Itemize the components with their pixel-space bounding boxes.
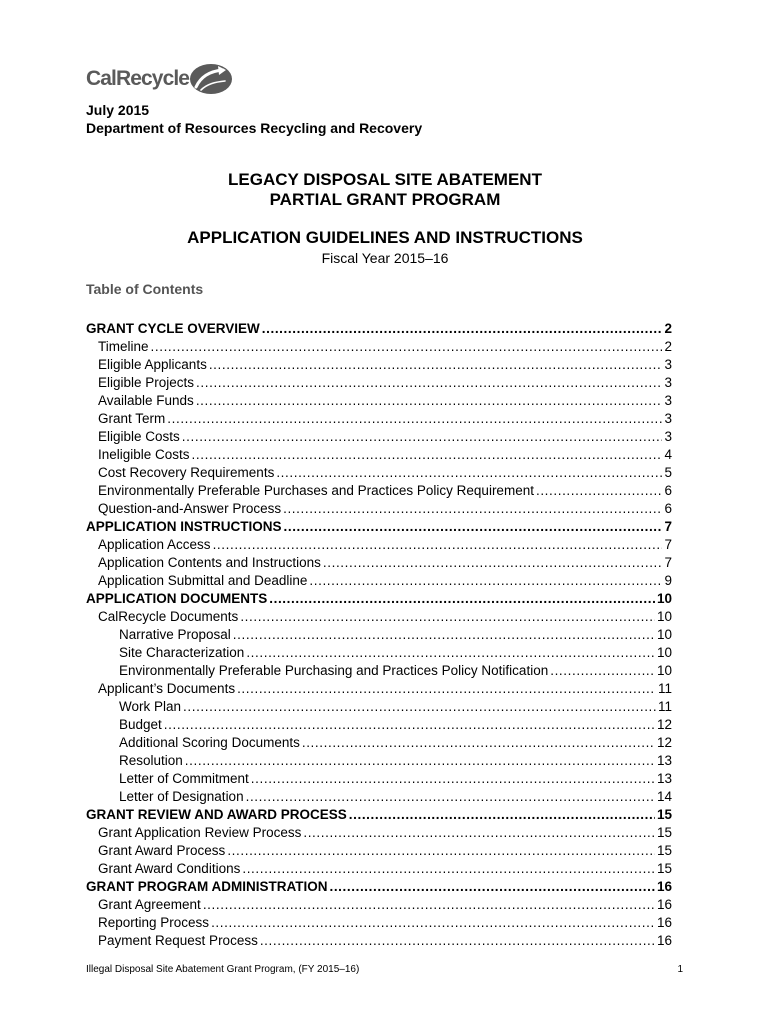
toc-dot-leader xyxy=(260,932,655,950)
toc-entry-title: Payment Request Process xyxy=(98,933,258,948)
program-title-line-1: LEGACY DISPOSAL SITE ABATEMENT xyxy=(228,170,542,189)
toc-dot-leader xyxy=(227,842,655,860)
toc-entry[interactable] xyxy=(86,896,672,914)
toc-entry-page: 15 xyxy=(656,825,672,840)
toc-dot-leader xyxy=(251,770,655,788)
toc-dot-leader xyxy=(309,572,662,590)
toc-dot-leader xyxy=(242,860,655,878)
toc-entry-title: Eligible Applicants xyxy=(98,357,207,372)
toc-entry-page: 13 xyxy=(656,771,672,786)
toc-entry-page: 7 xyxy=(664,555,672,570)
toc-dot-leader xyxy=(233,626,655,644)
toc-entry-title: Application Contents and Instructions xyxy=(98,555,321,570)
toc-entry-page: 15 xyxy=(656,861,672,876)
toc-entry-page: 2 xyxy=(664,339,672,354)
toc-entry[interactable] xyxy=(86,698,672,716)
toc-entry-title: Environmentally Preferable Purchases and Practices Policy Requirement xyxy=(98,483,534,498)
toc-heading: Table of Contents xyxy=(86,281,204,297)
toc-entry-page: 7 xyxy=(664,537,672,552)
toc-entry-title: GRANT PROGRAM ADMINISTRATION xyxy=(86,879,328,894)
toc-dot-leader xyxy=(246,788,655,806)
toc-entry-page: 3 xyxy=(664,375,672,390)
toc-section-entry[interactable] xyxy=(86,590,672,608)
toc-entry-title: Letter of Designation xyxy=(119,789,244,804)
toc-entry[interactable] xyxy=(86,932,672,950)
toc-entry[interactable] xyxy=(86,734,672,752)
toc-entry-page: 10 xyxy=(656,609,672,624)
footer-text: Illegal Disposal Site Abatement Grant Program, (FY 2015–16) xyxy=(86,964,360,975)
toc-entry-title: Site Characterization xyxy=(119,645,245,660)
toc-entry[interactable] xyxy=(86,662,672,680)
recycle-leaf-arrow-icon xyxy=(187,62,233,96)
logo-text: CalRecycle xyxy=(86,67,190,90)
toc-entry-page: 6 xyxy=(664,483,672,498)
toc-entry-title: Environmentally Preferable Purchasing and Practices Policy Notification xyxy=(119,663,549,678)
toc-entry-page: 13 xyxy=(656,753,672,768)
toc-dot-leader xyxy=(167,410,662,428)
toc-section-entry[interactable] xyxy=(86,806,672,824)
toc-entry[interactable] xyxy=(86,788,672,806)
toc-dot-leader xyxy=(237,680,656,698)
toc-entry[interactable] xyxy=(86,572,672,590)
toc-entry-page: 3 xyxy=(664,411,672,426)
toc-entry-title: Narrative Proposal xyxy=(119,627,231,642)
toc-dot-leader xyxy=(269,590,655,608)
toc-entry-page: 11 xyxy=(657,681,672,696)
toc-entry-page: 10 xyxy=(656,591,672,606)
toc-entry-page: 16 xyxy=(656,897,672,912)
toc-entry[interactable] xyxy=(86,410,672,428)
toc-dot-leader xyxy=(209,356,662,374)
toc-dot-leader xyxy=(211,914,655,932)
table-of-contents xyxy=(86,320,672,950)
toc-dot-leader xyxy=(185,752,655,770)
toc-entry-page: 2 xyxy=(664,321,672,336)
toc-entry-title: Reporting Process xyxy=(98,915,210,930)
toc-entry[interactable] xyxy=(86,500,672,518)
toc-dot-leader xyxy=(213,536,662,554)
toc-entry-title: Grant Application Review Process xyxy=(98,825,302,840)
toc-entry[interactable] xyxy=(86,752,672,770)
toc-entry-title: GRANT CYCLE OVERVIEW xyxy=(86,321,260,336)
toc-entry-page: 5 xyxy=(664,465,672,480)
toc-dot-leader xyxy=(203,896,655,914)
toc-entry-title: Cost Recovery Requirements xyxy=(98,465,275,480)
toc-entry[interactable] xyxy=(86,428,672,446)
page-number: 1 xyxy=(677,964,683,975)
toc-dot-leader xyxy=(536,482,662,500)
toc-entry-page: 10 xyxy=(656,645,672,660)
toc-entry-title: CalRecycle Documents xyxy=(98,609,239,624)
toc-entry-title: Letter of Commitment xyxy=(119,771,249,786)
toc-entry-title: Eligible Costs xyxy=(98,429,180,444)
toc-entry-page: 3 xyxy=(664,429,672,444)
toc-entry-page: 16 xyxy=(656,879,672,894)
toc-dot-leader xyxy=(192,446,662,464)
toc-entry[interactable] xyxy=(86,446,672,464)
toc-entry-page: 3 xyxy=(664,357,672,372)
toc-dot-leader xyxy=(550,662,655,680)
toc-entry-title: Question-and-Answer Process xyxy=(98,501,282,516)
toc-dot-leader xyxy=(240,608,655,626)
guidelines-title: APPLICATION GUIDELINES AND INSTRUCTIONS xyxy=(187,228,583,247)
toc-entry-page: 10 xyxy=(656,663,672,678)
toc-entry[interactable] xyxy=(86,626,672,644)
toc-dot-leader xyxy=(196,374,662,392)
toc-dot-leader xyxy=(196,392,662,410)
toc-entry-title: Eligible Projects xyxy=(98,375,195,390)
department-name: Department of Resources Recycling and Recovery xyxy=(86,120,423,136)
toc-entry-page: 9 xyxy=(664,573,672,588)
fiscal-year: Fiscal Year 2015–16 xyxy=(321,250,449,266)
toc-dot-leader xyxy=(323,554,662,572)
toc-dot-leader xyxy=(164,716,655,734)
toc-entry-title: Grant Award Process xyxy=(98,843,226,858)
toc-dot-leader xyxy=(283,500,662,518)
toc-entry[interactable] xyxy=(86,770,672,788)
toc-entry-title: Application Submittal and Deadline xyxy=(98,573,308,588)
calrecycle-logo xyxy=(86,62,236,98)
toc-entry-title: Grant Award Conditions xyxy=(98,861,241,876)
toc-entry-title: Additional Scoring Documents xyxy=(119,735,300,750)
toc-entry-page: 16 xyxy=(656,915,672,930)
toc-entry-title: Ineligible Costs xyxy=(98,447,190,462)
toc-entry-title: Resolution xyxy=(119,753,183,768)
toc-dot-leader xyxy=(349,806,655,824)
toc-entry-page: 6 xyxy=(664,501,672,516)
toc-entry-title: Budget xyxy=(119,717,162,732)
toc-entry-page: 16 xyxy=(656,933,672,948)
toc-entry-title: Available Funds xyxy=(98,393,194,408)
toc-dot-leader xyxy=(262,320,662,338)
toc-dot-leader xyxy=(302,734,655,752)
toc-dot-leader xyxy=(303,824,655,842)
toc-entry-page: 14 xyxy=(656,789,672,804)
publication-date: July 2015 xyxy=(86,102,150,118)
program-title-line-2: PARTIAL GRANT PROGRAM xyxy=(269,190,501,209)
toc-section-entry[interactable] xyxy=(86,320,672,338)
toc-entry[interactable] xyxy=(86,680,672,698)
toc-entry-page: 10 xyxy=(656,627,672,642)
toc-entry-page: 11 xyxy=(657,699,672,714)
toc-entry[interactable] xyxy=(86,716,672,734)
toc-entry-page: 3 xyxy=(664,393,672,408)
toc-entry-title: Work Plan xyxy=(119,699,182,714)
toc-entry[interactable] xyxy=(86,554,672,572)
toc-entry[interactable] xyxy=(86,356,672,374)
toc-entry[interactable] xyxy=(86,914,672,932)
toc-dot-leader xyxy=(183,698,656,716)
document-header xyxy=(86,101,422,137)
toc-entry[interactable] xyxy=(86,482,672,500)
toc-section-entry[interactable] xyxy=(86,878,672,896)
toc-entry[interactable] xyxy=(86,392,672,410)
toc-entry-title: APPLICATION INSTRUCTIONS xyxy=(86,519,282,534)
toc-dot-leader xyxy=(182,428,662,446)
toc-dot-leader xyxy=(276,464,662,482)
toc-entry-title: Applicant’s Documents xyxy=(98,681,236,696)
program-title xyxy=(0,170,770,210)
toc-entry[interactable] xyxy=(86,464,672,482)
toc-entry-page: 12 xyxy=(656,735,672,750)
toc-entry-title: Grant Agreement xyxy=(98,897,201,912)
toc-entry-page: 15 xyxy=(656,843,672,858)
toc-entry-title: Application Access xyxy=(98,537,211,552)
toc-entry[interactable] xyxy=(86,374,672,392)
toc-section-entry[interactable] xyxy=(86,518,672,536)
toc-dot-leader xyxy=(284,518,663,536)
toc-entry-page: 4 xyxy=(664,447,672,462)
toc-entry[interactable] xyxy=(86,644,672,662)
toc-entry[interactable] xyxy=(86,824,672,842)
toc-entry-title: Grant Term xyxy=(98,411,166,426)
toc-entry[interactable] xyxy=(86,842,672,860)
toc-entry-title: APPLICATION DOCUMENTS xyxy=(86,591,268,606)
toc-entry-page: 7 xyxy=(664,519,672,534)
toc-entry[interactable] xyxy=(86,860,672,878)
toc-entry[interactable] xyxy=(86,338,672,356)
toc-dot-leader xyxy=(151,338,662,356)
toc-entry-title: GRANT REVIEW AND AWARD PROCESS xyxy=(86,807,347,822)
toc-entry[interactable] xyxy=(86,536,672,554)
toc-entry[interactable] xyxy=(86,608,672,626)
toc-dot-leader xyxy=(329,878,654,896)
toc-entry-title: Timeline xyxy=(98,339,149,354)
toc-dot-leader xyxy=(246,644,655,662)
toc-entry-page: 15 xyxy=(656,807,672,822)
toc-entry-page: 12 xyxy=(656,717,672,732)
